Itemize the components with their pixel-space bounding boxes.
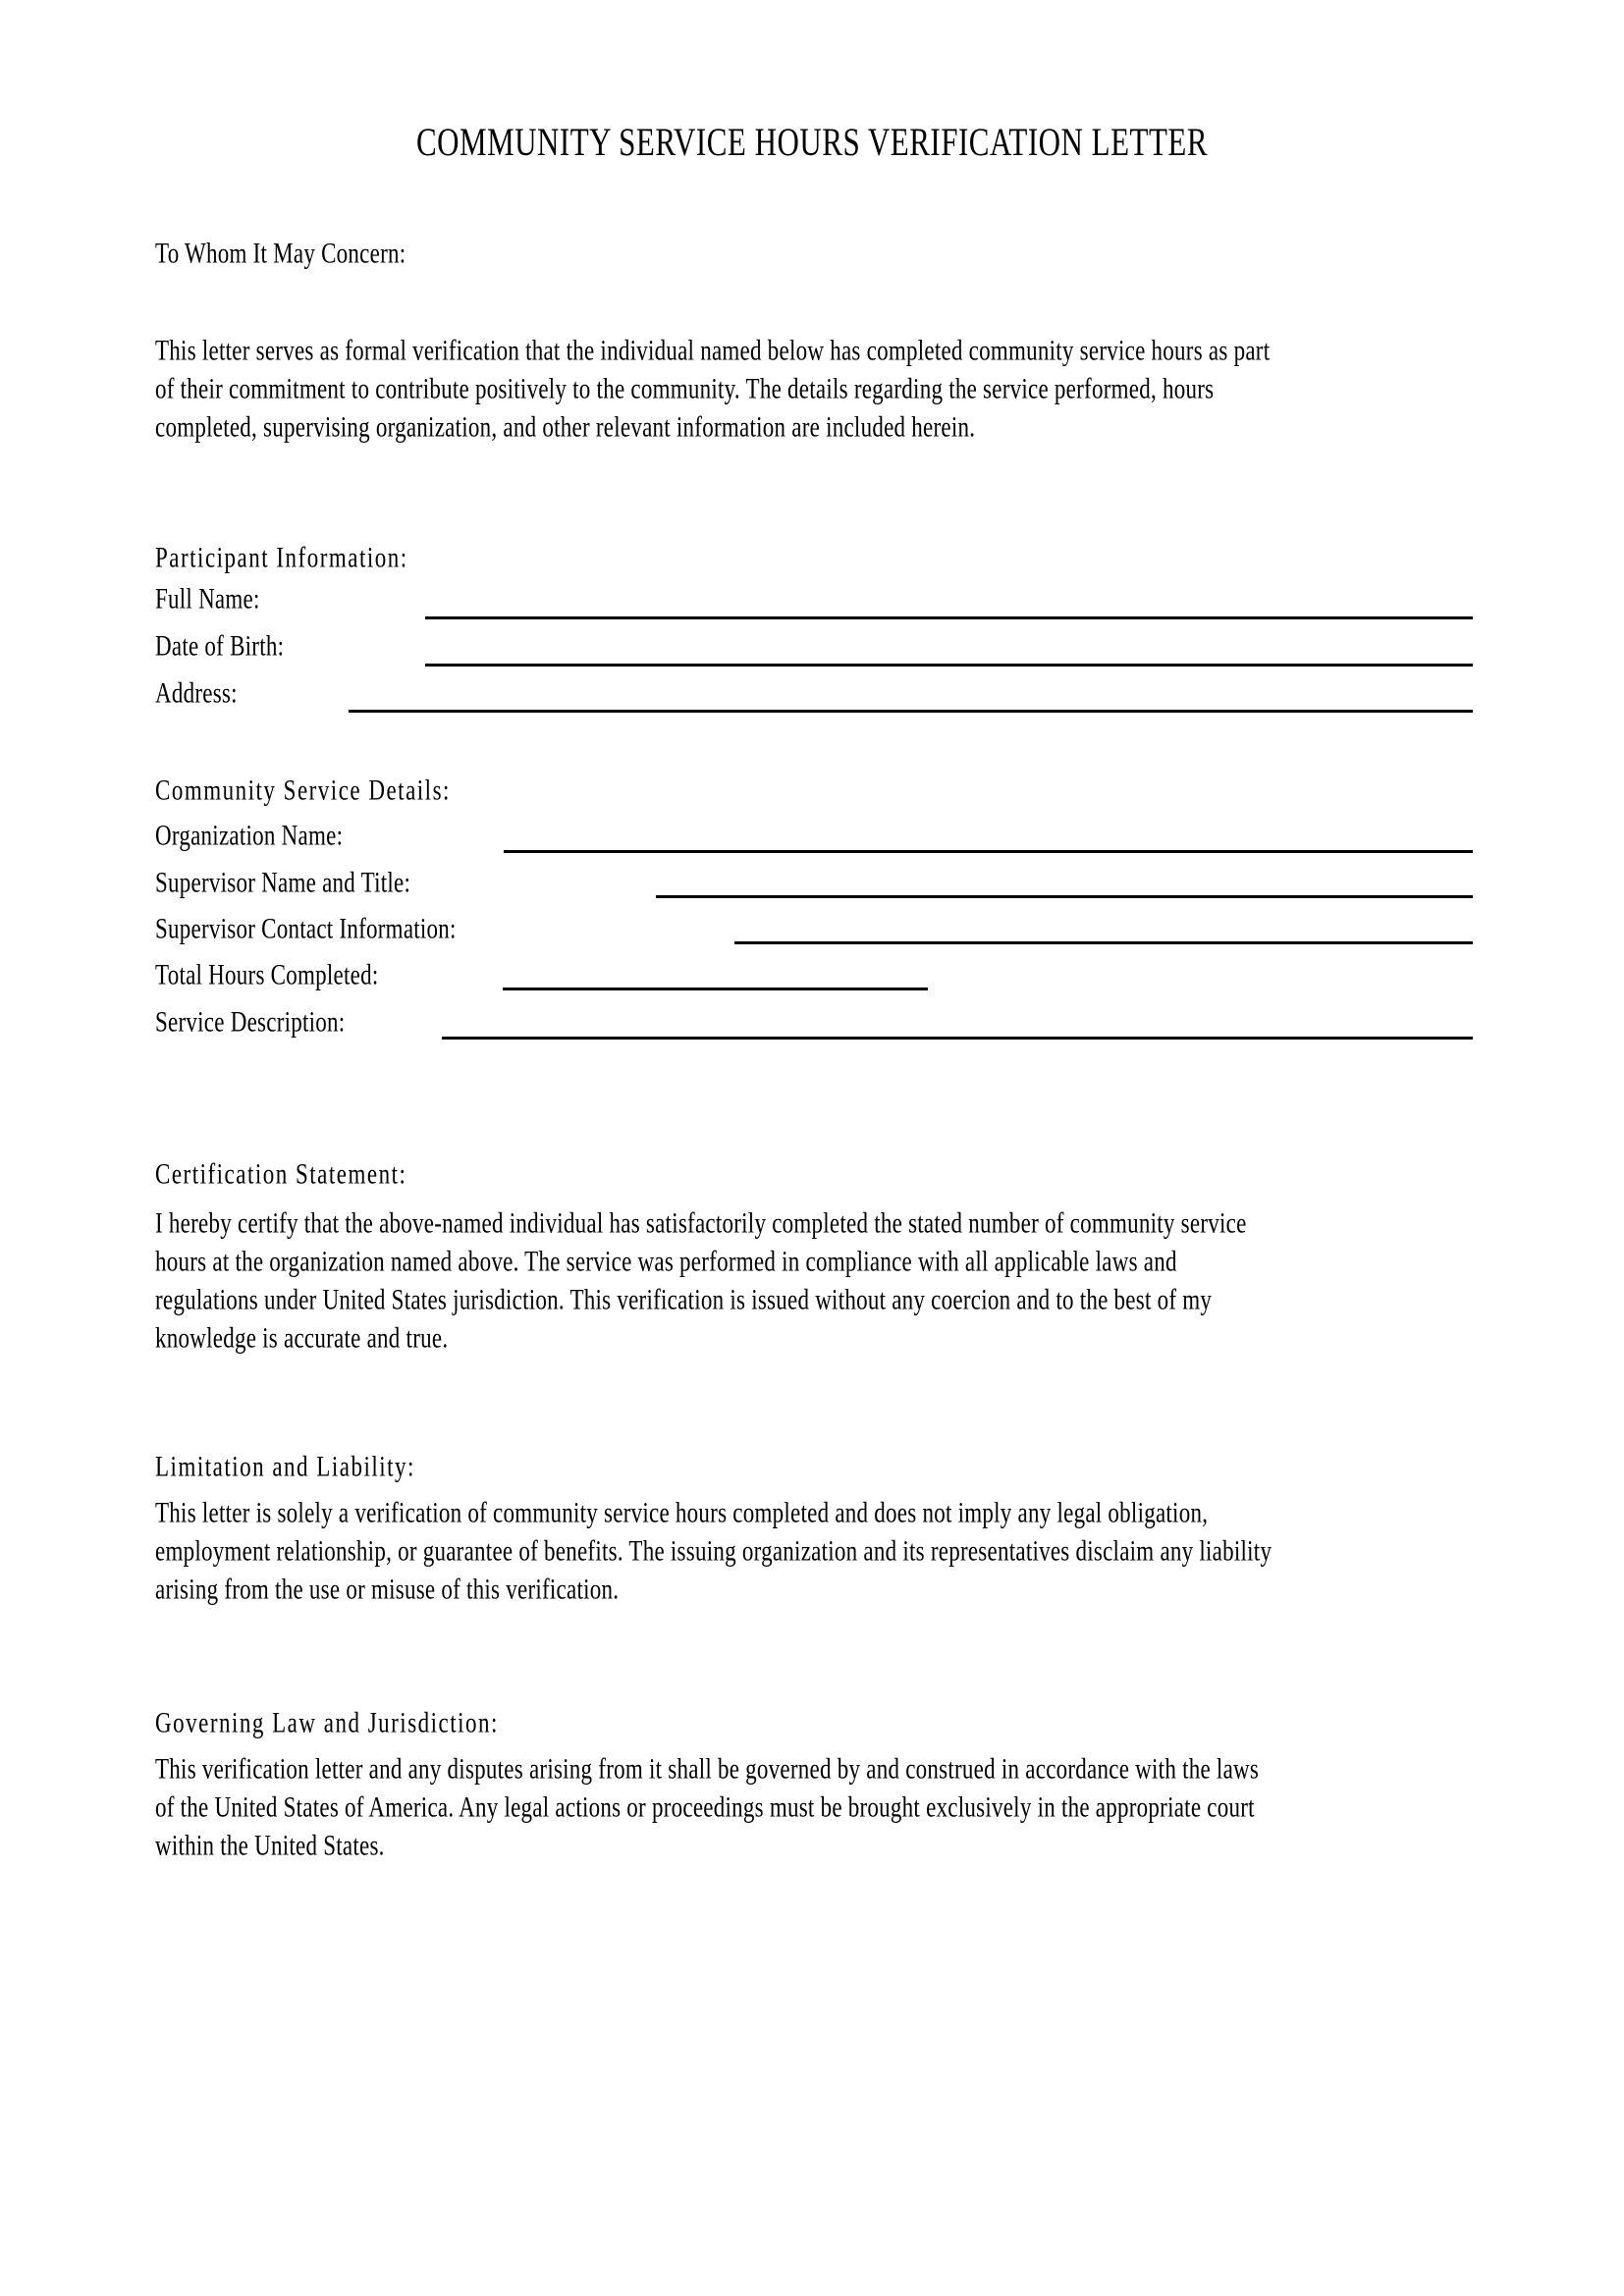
paragraph-line: completed, supervising organization, and other relevant information are included herein. xyxy=(155,410,976,444)
participant-info-heading: Participant Information: xyxy=(155,541,408,574)
paragraph-line: employment relationship, or guarantee of benefits. The issuing organization and its representatives disclaim any liability xyxy=(155,1534,1272,1568)
paragraph-line: arising from the use or misuse of this verification. xyxy=(155,1573,620,1606)
paragraph-line: of their commitment to contribute positively to the community. The details regarding the service performed, hours xyxy=(155,372,1215,405)
total-hours-label: Total Hours Completed: xyxy=(155,958,379,991)
paragraph-line: I hereby certify that the above-named individual has satisfactorily completed the stated number of community service xyxy=(155,1206,1247,1240)
service-description-field-line[interactable] xyxy=(442,1037,1473,1040)
date-of-birth-label: Date of Birth: xyxy=(155,629,285,663)
organization-name-label: Organization Name: xyxy=(155,819,344,852)
paragraph-line: This letter is solely a verification of community service hours completed and does not imply any legal obligation, xyxy=(155,1496,1209,1529)
intro-paragraph xyxy=(155,332,1270,447)
full-name-field-line[interactable] xyxy=(425,616,1473,619)
total-hours-field-line[interactable] xyxy=(503,988,928,990)
limitation-paragraph xyxy=(155,1494,1272,1609)
address-field-line[interactable] xyxy=(349,710,1473,713)
salutation: To Whom It May Concern: xyxy=(155,237,406,270)
supervisor-name-title-label: Supervisor Name and Title: xyxy=(155,866,411,899)
supervisor-contact-field-line[interactable] xyxy=(734,941,1473,944)
paragraph-line: This verification letter and any disputes arising from it shall be governed by and construed in accordance with the laws xyxy=(155,1752,1260,1786)
paragraph-line: of the United States of America. Any legal actions or proceedings must be brought exclusively in the appropriate court xyxy=(155,1790,1255,1824)
paragraph-line: knowledge is accurate and true. xyxy=(155,1321,449,1355)
supervisor-name-title-field-line[interactable] xyxy=(656,895,1473,898)
organization-name-field-line[interactable] xyxy=(504,850,1473,853)
service-description-label: Service Description: xyxy=(155,1005,346,1039)
service-details-heading: Community Service Details: xyxy=(155,774,451,807)
governing-law-paragraph xyxy=(155,1750,1259,1865)
limitation-heading: Limitation and Liability: xyxy=(155,1450,415,1483)
supervisor-contact-label: Supervisor Contact Information: xyxy=(155,912,457,945)
certification-paragraph xyxy=(155,1204,1247,1358)
address-label: Address: xyxy=(155,676,238,710)
certification-heading: Certification Statement: xyxy=(155,1157,407,1191)
full-name-label: Full Name: xyxy=(155,582,260,615)
page-title: COMMUNITY SERVICE HOURS VERIFICATION LETTER xyxy=(415,119,1209,165)
paragraph-line: hours at the organization named above. The service was performed in compliance with all applicable laws and xyxy=(155,1245,1177,1278)
governing-law-heading: Governing Law and Jurisdiction: xyxy=(155,1706,499,1739)
date-of-birth-field-line[interactable] xyxy=(425,664,1473,667)
paragraph-line: regulations under United States jurisdiction. This verification is issued without any coercion and to the best of my xyxy=(155,1283,1213,1316)
paragraph-line: This letter serves as formal verification that the individual named below has completed community service hours as part xyxy=(155,334,1271,367)
paragraph-line: within the United States. xyxy=(155,1829,385,1862)
